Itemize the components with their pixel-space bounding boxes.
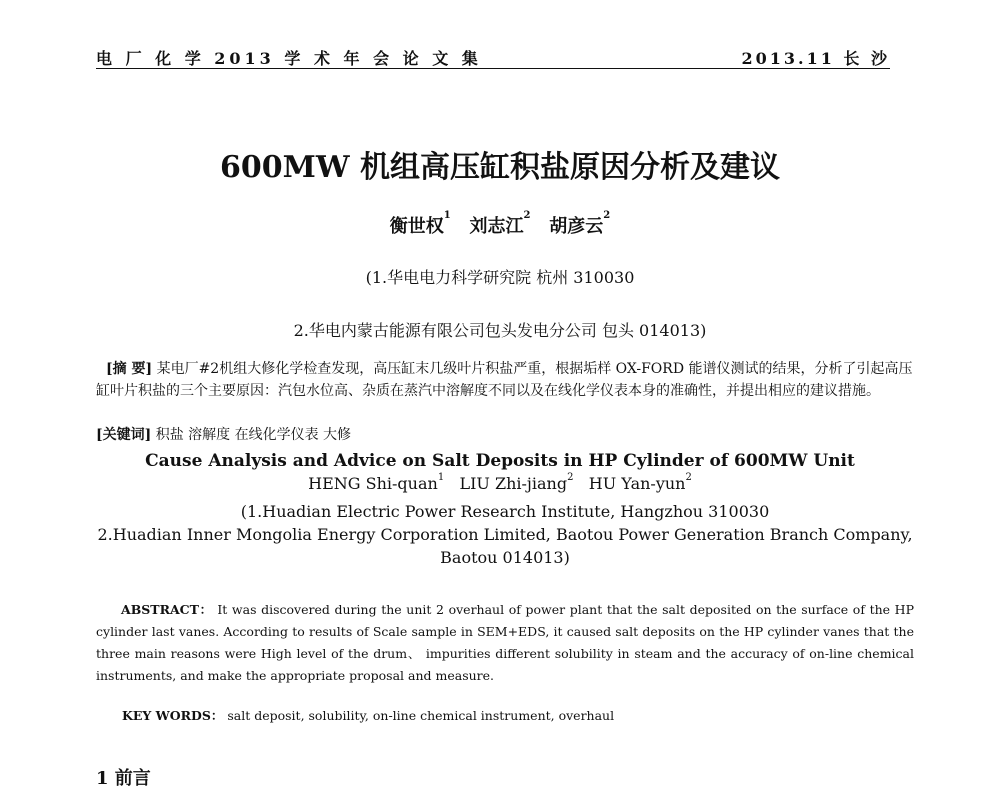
author-affil-mark: 2: [523, 210, 531, 221]
author-name: 刘志江: [469, 216, 524, 237]
english-author-affil-mark: 2: [567, 472, 574, 483]
english-affiliation-1: (1.Huadian Electric Power Research Institute, Hangzhou 310030: [240, 502, 770, 521]
paper-title: 600MW 机组高压缸积盐原因分析及建议: [220, 150, 780, 185]
english-title: Cause Analysis and Advice on Salt Deposits in HP Cylinder of 600MW Unit: [145, 451, 855, 471]
chinese-keywords: [96, 424, 914, 446]
affiliation-1: (1.华电电力科学研究院 杭州 310030: [365, 268, 635, 287]
section-heading-introduction: 1 前言: [96, 768, 151, 789]
english-author-name: LIU Zhi-jiang: [459, 474, 568, 493]
affiliation-2: 2.华电内蒙古能源有限公司包头发电分公司 包头 014013): [293, 321, 707, 340]
author-name: 衡世权: [389, 216, 444, 237]
english-author-list: [0, 474, 1000, 493]
english-affiliations: [96, 500, 914, 569]
english-keywords-label: KEY WORDS：: [122, 708, 224, 723]
author-name: 胡彦云: [549, 216, 604, 237]
header-date-location: 2013.11 长 沙: [741, 49, 890, 68]
chinese-abstract-text: 某电厂#2机组大修化学检查发现，高压缸末几级叶片积盐严重，根据垢样 OX-FORD 能谱仪测试的结果，分析了引起高压缸叶片积盐的三个主要原因：汽包水位高、杂质在蒸汽中溶解度不同以及在线化学仪表本身的准确性，并提出相应的建议措施。: [96, 361, 913, 399]
author-affil-mark: 2: [603, 210, 611, 221]
header-proceedings: 电 厂 化 学 2013 学 术 年 会 论 文 集: [96, 49, 482, 68]
english-keywords: [122, 705, 912, 727]
english-affiliation-2: 2.Huadian Inner Mongolia Energy Corporation Limited, Baotou Power Generation Branch Company, Baotou 014013): [97, 525, 913, 567]
chinese-keywords-text: 积盐 溶解度 在线化学仪表 大修: [155, 427, 352, 443]
chinese-keywords-label: [关键词]: [96, 427, 152, 443]
english-keywords-text: salt deposit, solubility, on-line chemical instrument, overhaul: [227, 708, 615, 723]
chinese-abstract-label: [摘 要]: [106, 361, 153, 377]
author-list: [0, 212, 1000, 238]
running-header: [96, 44, 890, 69]
english-author-affil-mark: 2: [685, 472, 692, 483]
english-abstract-text: It was discovered during the unit 2 overhaul of power plant that the salt deposited on the surface of the HP cylinder last vanes. According to results of Scale sample in SEM+EDS, it caused salt deposits on the HP cylinder vanes that the three main reasons were High level of the drum、 impurities different solubility in steam and the accuracy of on-line chemical instruments, and make the appropriate proposal and measure.: [96, 602, 914, 683]
english-author-name: HU Yan-yun: [588, 474, 686, 493]
english-author-affil-mark: 1: [437, 472, 445, 483]
chinese-abstract: [96, 358, 914, 402]
english-author-name: HENG Shi-quan: [308, 474, 438, 493]
english-abstract-label: ABSTRACT：: [121, 602, 213, 617]
author-affil-mark: 1: [443, 210, 451, 221]
english-abstract: [96, 599, 914, 687]
